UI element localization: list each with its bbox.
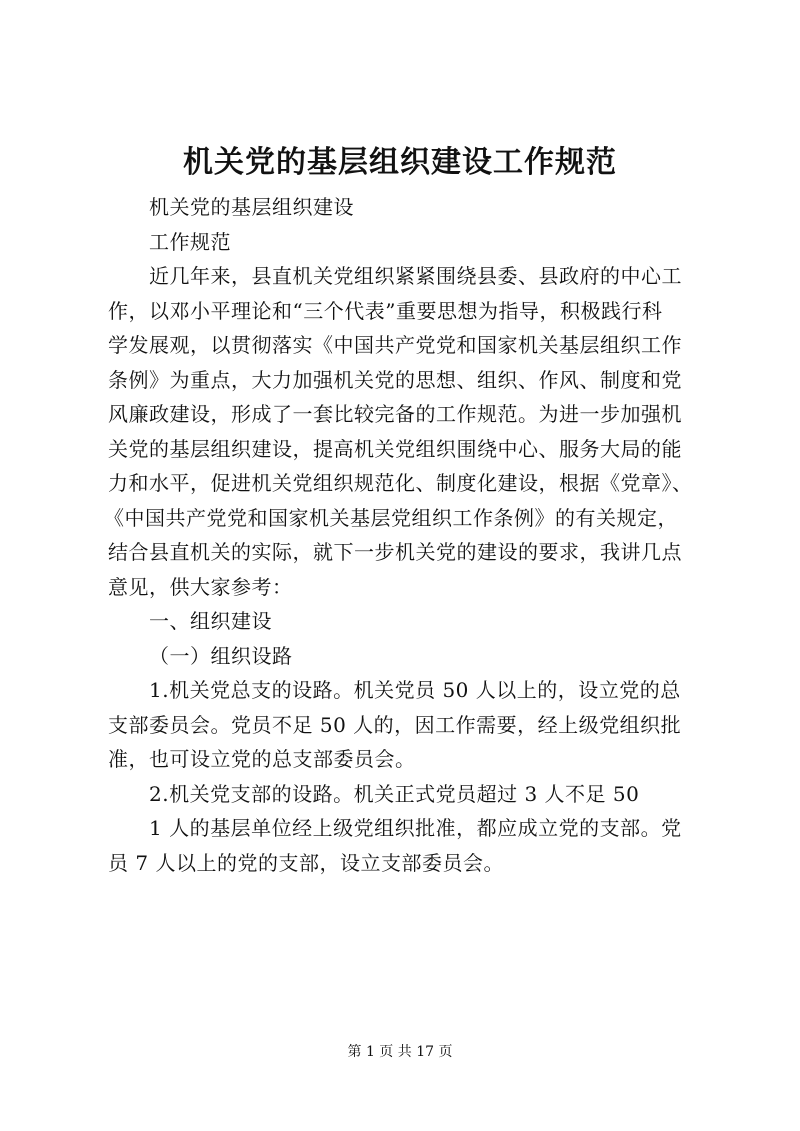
- paragraph-line: 学发展观，以贯彻落实《中国共产党党和国家机关基层组织工作: [108, 333, 682, 357]
- paragraph-line: 1.机关党总支的设路。机关党员 50 人以上的，设立党的总: [149, 678, 681, 702]
- paragraph-line: 风廉政建设，形成了一套比较完备的工作规范。为进一步加强机: [108, 402, 682, 426]
- paragraph-line: 准，也可设立党的总支部委员会。: [108, 747, 416, 771]
- subsection-heading: （一）组织设路: [149, 643, 293, 668]
- paragraph-line: 1 人的基层单位经上级党组织批准，都应成立党的支部。党: [149, 816, 682, 840]
- paragraph-line: 作，以邓小平理论和“三个代表”重要思想为指导，积极践行科: [108, 298, 663, 323]
- section-heading: 一、组织建设: [149, 609, 272, 633]
- paragraph-line: 支部委员会。党员不足 50 人的，因工作需要，经上级党组织批: [108, 712, 682, 737]
- paragraph-line: 意见，供大家参考：: [108, 574, 293, 599]
- document-body: [104, 190, 708, 880]
- page-footer: 第 1 页 共 17 页: [347, 1044, 453, 1060]
- paragraph-line: 《中国共产党党和国家机关基层党组织工作条例》的有关规定，: [104, 505, 678, 530]
- paragraph-line: 结合县直机关的实际，就下一步机关党的建设的要求，我讲几点: [108, 540, 682, 564]
- paragraph-line: 条例》为重点，大力加强机关党的思想、组织、作风、制度和党: [108, 367, 682, 392]
- subtitle-line: 机关党的基层组织建设: [149, 195, 354, 219]
- paragraph-line: 2.机关党支部的设路。机关正式党员超过 3 人不足 50: [149, 781, 640, 806]
- paragraph-line: 近几年来，县直机关党组织紧紧围绕县委、县政府的中心工: [149, 264, 682, 288]
- paragraph-line: 力和水平，促进机关党组织规范化、制度化建设，根据《党章》、: [108, 471, 693, 495]
- subtitle-line: 工作规范: [149, 229, 231, 254]
- paragraph-line: 关党的基层组织建设，提高机关党组织围绕中心、服务大局的能: [108, 436, 682, 461]
- paragraph-line: 员 7 人以上的党的支部，设立支部委员会。: [108, 850, 504, 875]
- document-title: 机关党的基层组织建设工作规范: [183, 145, 617, 180]
